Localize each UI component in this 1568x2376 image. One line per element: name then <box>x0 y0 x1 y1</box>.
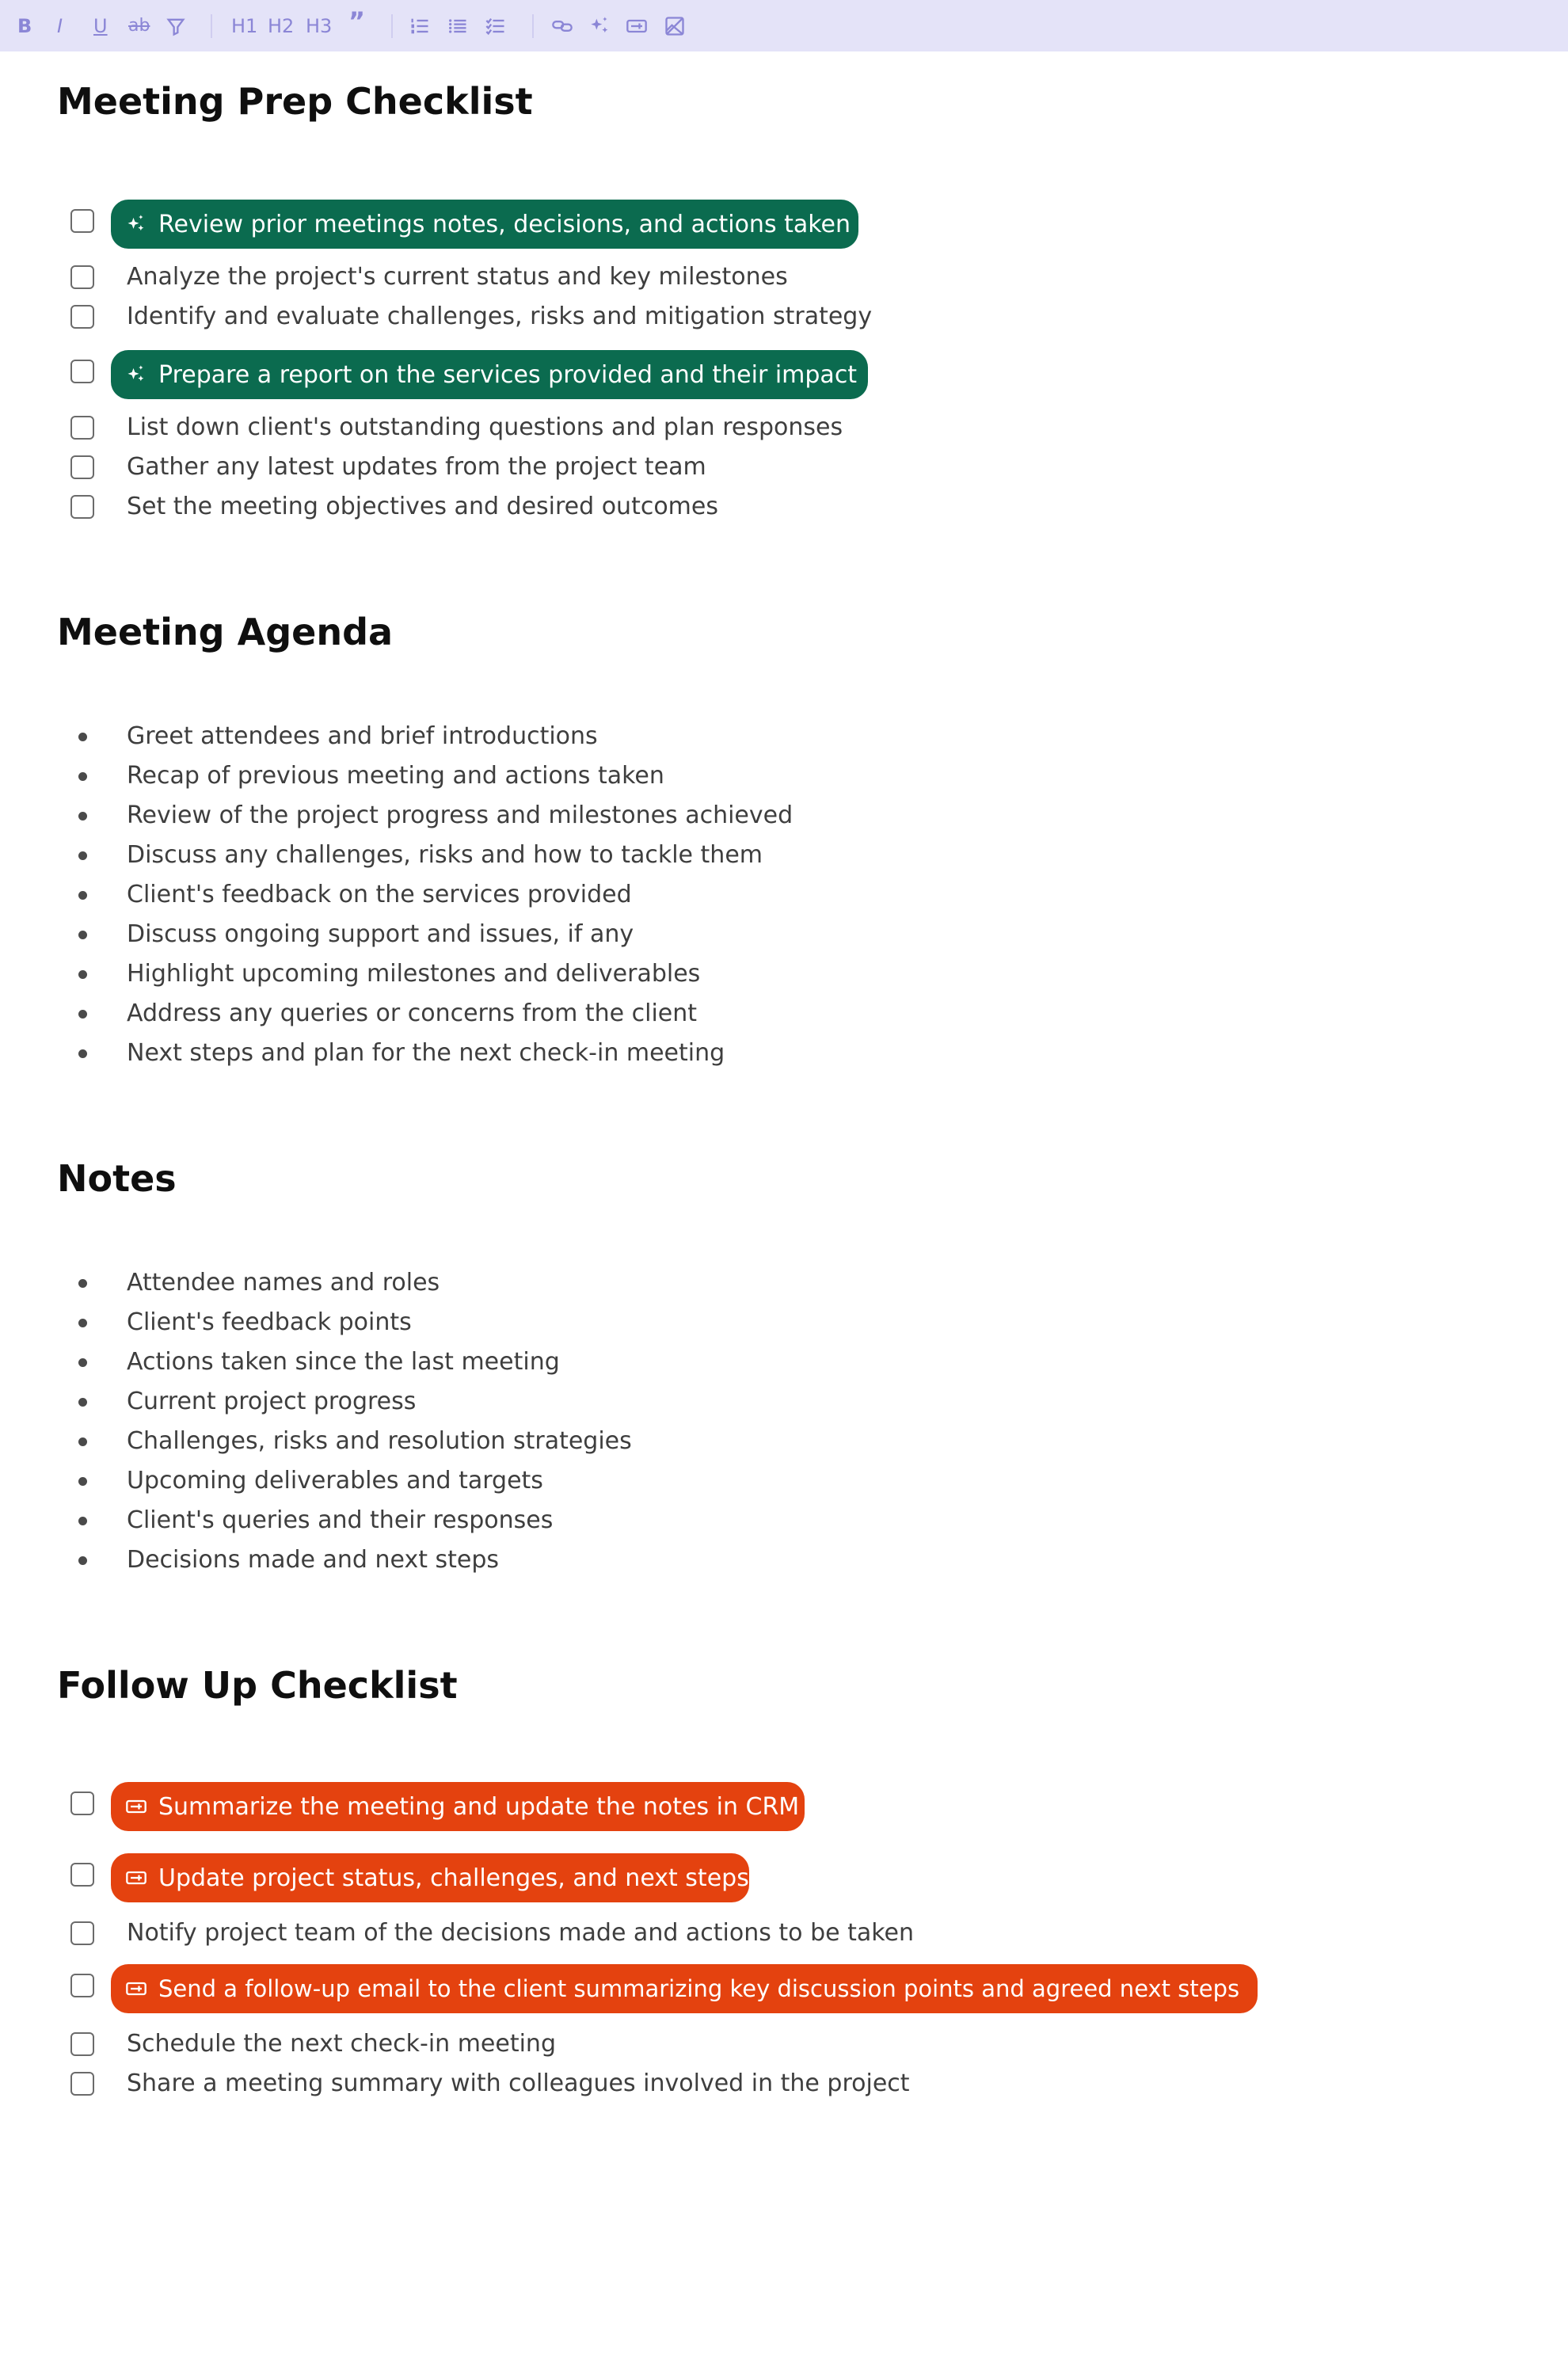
bullet <box>78 733 87 741</box>
button-icon <box>626 15 648 37</box>
quote-button[interactable]: ” <box>348 6 366 36</box>
bullet <box>78 851 87 860</box>
toolbar-divider <box>391 14 393 38</box>
section-title-prep: Meeting Prep Checklist <box>57 80 533 123</box>
notes-item <box>0 1422 1568 1461</box>
prep-item-label: Gather any latest updates from the project team <box>127 453 706 481</box>
agenda-item <box>0 717 1568 756</box>
button-insert-button[interactable] <box>626 14 648 38</box>
followup-item <box>0 1969 1568 2009</box>
button-icon <box>125 1976 147 2001</box>
bullet <box>78 1010 87 1019</box>
bullet <box>78 891 87 900</box>
notes-item-label: Client's feedback points <box>127 1308 412 1336</box>
prep-item-label: List down client's outstanding questions and plan responses <box>127 413 843 441</box>
checkbox[interactable] <box>70 1921 94 1945</box>
notes-item-label: Actions taken since the last meeting <box>127 1348 560 1376</box>
prep-item <box>0 487 1568 527</box>
notes-item-label: Current project progress <box>127 1388 417 1415</box>
strikethrough-button[interactable]: ab <box>128 16 150 36</box>
prep-item-label: Identify and evaluate challenges, risks and mitigation strategy <box>127 303 873 330</box>
prep-item <box>0 257 1568 297</box>
action-pill[interactable] <box>111 1782 805 1831</box>
prep-item-label: Set the meeting objectives and desired outcomes <box>127 493 718 520</box>
notes-item <box>0 1342 1568 1382</box>
agenda-item-label: Greet attendees and brief introductions <box>127 722 598 750</box>
bullet-list-icon <box>447 15 469 37</box>
agenda-item <box>0 1034 1568 1073</box>
checkbox[interactable] <box>70 455 94 479</box>
checkbox[interactable] <box>70 416 94 440</box>
checklist-icon <box>485 15 507 37</box>
section-title-followup: Follow Up Checklist <box>57 1664 458 1707</box>
checkbox[interactable] <box>70 1792 94 1815</box>
button-icon <box>125 1794 147 1819</box>
checkbox[interactable] <box>70 265 94 289</box>
checkbox[interactable] <box>70 495 94 519</box>
followup-item <box>0 2024 1568 2064</box>
link-button[interactable] <box>551 14 573 38</box>
agenda-item-label: Next steps and plan for the next check-in meeting <box>127 1039 725 1067</box>
bullet <box>78 812 87 821</box>
bullet <box>78 1279 87 1288</box>
notes-item-label: Attendee names and roles <box>127 1269 440 1297</box>
prep-item <box>0 447 1568 487</box>
followup-item-label: Notify project team of the decisions made and actions to be taken <box>127 1919 915 1947</box>
agenda-item <box>0 875 1568 915</box>
agenda-item-label: Review of the project progress and milestones achieved <box>127 802 794 829</box>
ai-sparkle-icon <box>125 362 147 387</box>
prep-item <box>0 297 1568 337</box>
h2-button[interactable]: H2 <box>268 15 295 37</box>
section-title-agenda: Meeting Agenda <box>57 611 394 653</box>
bullet <box>78 1049 87 1058</box>
h1-button[interactable]: H1 <box>231 15 258 37</box>
link-icon <box>551 15 573 37</box>
bullet <box>78 1556 87 1565</box>
followup-item-label: Share a meeting summary with colleagues involved in the project <box>127 2069 910 2097</box>
bullet <box>78 1437 87 1446</box>
bullet <box>78 1358 87 1367</box>
checkbox[interactable] <box>70 360 94 383</box>
agenda-item <box>0 994 1568 1034</box>
editor-toolbar <box>0 0 1568 51</box>
image-button[interactable] <box>664 14 686 38</box>
highlight-button[interactable] <box>165 14 187 38</box>
checkbox[interactable] <box>70 2072 94 2096</box>
bullet <box>78 970 87 979</box>
notes-item <box>0 1461 1568 1501</box>
agenda-item-label: Highlight upcoming milestones and deliverables <box>127 960 701 988</box>
agenda-item-label: Recap of previous meeting and actions taken <box>127 762 664 790</box>
ai-sparkle-icon <box>125 211 147 237</box>
agenda-item <box>0 954 1568 994</box>
agenda-item <box>0 756 1568 796</box>
prep-item <box>0 408 1568 447</box>
checklist-button[interactable] <box>485 14 507 38</box>
action-pill[interactable] <box>111 1964 1258 2013</box>
notes-item-label: Decisions made and next steps <box>127 1546 500 1574</box>
bullet <box>78 1517 87 1525</box>
bold-button[interactable]: B <box>17 15 32 37</box>
ordered-list-icon <box>409 15 431 37</box>
notes-item <box>0 1382 1568 1422</box>
agenda-item <box>0 796 1568 836</box>
followup-item <box>0 1913 1568 1953</box>
followup-item <box>0 2064 1568 2104</box>
notes-item <box>0 1540 1568 1580</box>
prep-item <box>0 355 1568 394</box>
ai-sparkle-icon <box>589 15 611 37</box>
ai-sparkle-button[interactable] <box>589 14 611 38</box>
prep-item-label: Prepare a report on the services provided and their impact <box>158 360 858 389</box>
highlight-icon <box>165 15 187 37</box>
italic-button[interactable]: I <box>57 15 63 37</box>
toolbar-divider <box>211 14 212 38</box>
followup-item-label: Schedule the next check-in meeting <box>127 2030 556 2058</box>
ai-prompt-pill[interactable] <box>111 200 858 249</box>
checkbox[interactable] <box>70 305 94 329</box>
checkbox[interactable] <box>70 1863 94 1887</box>
underline-button[interactable]: U <box>93 15 108 37</box>
ordered-list-button[interactable] <box>409 14 431 38</box>
agenda-item-label: Discuss any challenges, risks and how to tackle them <box>127 841 763 869</box>
checkbox[interactable] <box>70 209 94 233</box>
agenda-item-label: Address any queries or concerns from the client <box>127 1000 698 1027</box>
followup-item-label: Summarize the meeting and update the notes in CRM <box>158 1792 800 1821</box>
prep-item-label: Review prior meetings notes, decisions, and actions taken <box>158 210 851 238</box>
agenda-item <box>0 915 1568 954</box>
notes-item-label: Challenges, risks and resolution strategies <box>127 1427 632 1455</box>
followup-item-label: Update project status, challenges, and next steps <box>158 1864 749 1892</box>
notes-item-label: Client's queries and their responses <box>127 1506 554 1534</box>
agenda-item-label: Discuss ongoing support and issues, if any <box>127 920 634 948</box>
image-icon <box>664 15 686 37</box>
prep-item-label: Analyze the project's current status and key milestones <box>127 263 788 291</box>
bullet-list-button[interactable] <box>447 14 469 38</box>
notes-item <box>0 1303 1568 1342</box>
bullet <box>78 1319 87 1327</box>
checkbox[interactable] <box>70 1974 94 1997</box>
bullet <box>78 1477 87 1486</box>
agenda-item-label: Client's feedback on the services provided <box>127 881 632 908</box>
notes-item <box>0 1501 1568 1540</box>
followup-item-label: Send a follow-up email to the client summarizing key discussion points and agreed next steps <box>158 1975 1240 2002</box>
bullet <box>78 1398 87 1407</box>
prep-item <box>0 204 1568 244</box>
section-title-notes: Notes <box>57 1157 177 1200</box>
toolbar-divider <box>532 14 534 38</box>
button-icon <box>125 1865 147 1891</box>
h3-button[interactable]: H3 <box>306 15 333 37</box>
bullet <box>78 772 87 781</box>
notes-item <box>0 1263 1568 1303</box>
agenda-item <box>0 836 1568 875</box>
notes-item-label: Upcoming deliverables and targets <box>127 1467 543 1495</box>
followup-item <box>0 1858 1568 1898</box>
followup-item <box>0 1787 1568 1826</box>
ai-prompt-pill[interactable] <box>111 350 868 399</box>
bullet <box>78 931 87 939</box>
checkbox[interactable] <box>70 2032 94 2056</box>
action-pill[interactable] <box>111 1853 749 1902</box>
